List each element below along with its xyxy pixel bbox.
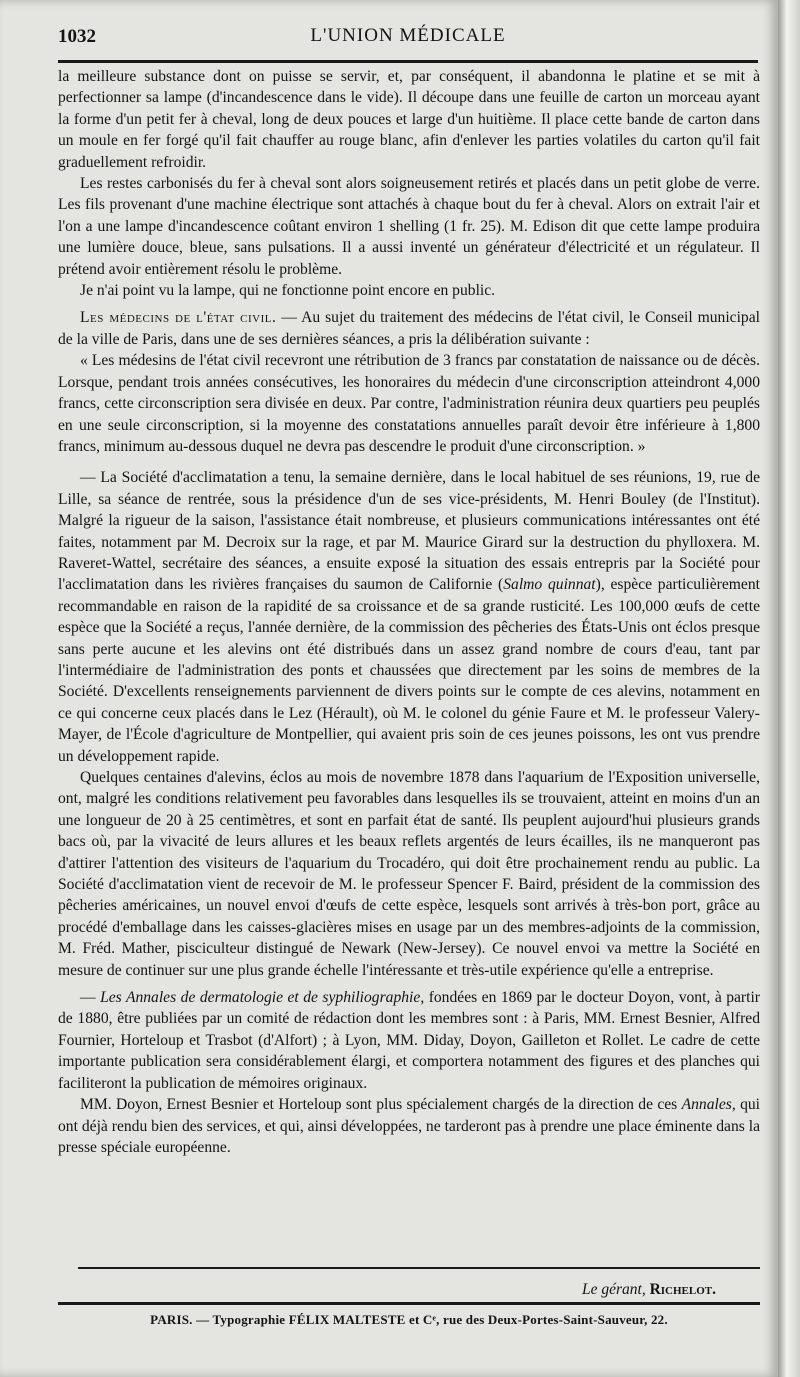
header-rule [58, 60, 758, 63]
page-header [58, 22, 758, 52]
text-run: Je n'ai point vu la lampe, qui ne fonctionne point encore en public. [80, 282, 496, 300]
text-run: — [80, 989, 101, 1007]
text-run: , qui ont déjà rendu bien des services, et qui, ainsi développées, ne tarderont pas à prendre une place éminente dans la presse spéciale européenne. [58, 1096, 760, 1156]
text-run: Les restes carbonisés du fer à cheval sont alors soigneusement retirés et placés dans un petit globe de verre. Les fils provenant d'une machine électrique sont attachés à chaque bout du fer à cheval. Alors on extrait l'air et l'on a une lampe d'incandescence coûtant environ 1 shelling (1 fr. 25). M. Edison dit que cette lampe produira une lumière douce, bleue, sans pulsations. Il a aussi inventé un générateur d'électricité et un régulateur. Il prétend avoir entièrement résolu le problème. [58, 175, 760, 278]
paragraph-annales-dermatologie [58, 987, 760, 1094]
paragraph-edison [58, 173, 760, 280]
page-number: 1032 [58, 26, 96, 47]
signature [58, 1281, 716, 1299]
paragraph-lampe-public [58, 280, 760, 301]
paragraph-lampe-incandescence [58, 66, 760, 173]
paragraph-societe-acclimatation [58, 467, 760, 767]
signature-role: Le gérant, [581, 1281, 646, 1298]
paragraph-medecins-etat-civil [58, 307, 760, 350]
signature-rule [78, 1267, 760, 1269]
text-run: Annales [681, 1096, 732, 1114]
paragraph-deliberation [58, 350, 760, 457]
text-run: « Les médesins de l'état civil recevront une rétribution de 3 francs par constatation de naissance ou de décès. Lorsque, pendant trois années consécutives, les honoraires du médecin d'une circonscription atteindront 4,000 francs, cette circonscription sera divisée en deux. Par contre, l'administration réunira deux quartiers peu peuplés en une seule circonscription, si la moyenne des constatations annuelles paraît devoir être inférieure à 1,800 francs, minimum au-dessous duquel ne devra pas descendre le produit d'une circonscription. » [58, 352, 760, 455]
paragraph-direction-annales [58, 1094, 760, 1158]
footer-rule [58, 1302, 760, 1305]
paragraph-alevins [58, 767, 760, 981]
text-run: Les Annales de dermatologie et de syphiliographie [100, 989, 421, 1007]
page-edge [778, 0, 800, 1377]
article-body [58, 66, 760, 1158]
text-run: — Au sujet du traitement des médecins de l'état civil, le Conseil municipal de la ville de Paris, dans une de ses dernières séances, a pris la délibération suivante : [58, 309, 760, 348]
text-run: Les médecins de l'état civil. [80, 309, 277, 327]
text-run: — La Société d'acclimatation a tenu, la semaine dernière, dans le local habituel de ses réunions, 19, rue de Lille, sa séance de rentrée, sous la présidence d'un de ses vice-présidents, M. Henri Bouley (de l'Institut). Malgré la rigueur de la saison, l'assistance était nombreuse, et plusieurs communications intéressantes ont été faites, notamment par M. Decroix sur la rage, et par M. Maurice Girard sur la destruction du phylloxera. M. Raveret-Wattel, secrétaire des séances, a ensuite exposé la situation des essais entrepris par la Société pour l'acclimatation dans les rivières françaises du saumon de Californie ( [58, 469, 760, 594]
text-run: Quelques centaines d'alevins, éclos au mois de novembre 1878 dans l'aquarium de l'Exposition universelle, ont, malgré les conditions relativement peu favorables dans lesquelles ils se trouvaient, atteint en moins d'un an une longueur de 20 à 25 centimètres, et sont en parfait état de santé. Ils peuplent aujourd'hui plusieurs grands bacs où, par la vivacité de leurs allures et les beaux reflets argentés de leurs écailles, ils ne manqueront pas d'attirer l'attention des visiteurs de l'aquarium du Trocadéro, qui doit être prochainement rendu au public. La Société d'acclimatation vient de recevoir de M. le professeur Spencer F. Baird, président de la commission des pêcheries américaines, un nouvel envoi d'œufs de cette espèce, lesquels sont arrivés à très-bon port, grâce au procédé d'emballage dans les caisses-glacières mises en usage par un des membres-adjoints de la commission, M. Fréd. Mather, pisciculteur distingué de Newark (New-Jersey). Ce nouvel envoi va mettre la Société en mesure de continuer sur une plus grande échelle l'intéressante et très-utile expérience qu'elle a entreprise. [58, 769, 760, 979]
running-title: L'UNION MÉDICALE [310, 25, 506, 46]
text-run: MM. Doyon, Ernest Besnier et Horteloup sont plus spécialement chargés de la direction de ces [80, 1096, 682, 1114]
printer-imprint: PARIS. — Typographie FÉLIX MALTESTE et Cᵉ, rue des Deux-Portes-Saint-Sauveur, 22. [150, 1312, 668, 1327]
text-run: ), espèce particulièrement recommandable en raison de la rapidité de sa croissance et de sa grande rusticité. Les 100,000 œufs de cette espèce que la Société a reçus, l'année dernière, de la commission des pêcheries des États-Unis ont éclos presque sans perte aucune et les alevins ont été distribués dans un assez grand nombre de cours d'eau, tant par l'intermédiaire de l'administration des ponts et chaussées que directement par les soins de membres de la Société. D'excellents renseignements parviennent de divers points sur le compte de ces alevins, notamment en ce qui concerne ceux placés dans le Lez (Hérault), où M. le colonel du génie Faure et M. le professeur Valery-Mayer, de l'École d'agriculture de Montpellier, qui avaient pris soin de ces jeunes poissons, les ont vus prendre un développement rapide. [58, 576, 760, 765]
signature-name: Richelot. [649, 1281, 716, 1298]
text-run: , fondées en 1869 par le docteur Doyon, vont, à partir de 1880, être publiées par un comité de rédaction dont les membres sont : à Paris, MM. Ernest Besnier, Alfred Fournier, Horteloup et Trasbot (d'Alfort) ; à Lyon, MM. Diday, Doyon, Gailleton et Rollet. Le cadre de cette importante publication sera considérablement élargi, et comportera notamment des figures et des planches qui faciliteront la publication de mémoires originaux. [58, 989, 760, 1092]
text-run: Salmo quinnat [503, 576, 596, 594]
text-run: la meilleure substance dont on puisse se servir, et, par conséquent, il abandonna le platine et se mit à perfectionner sa lampe (d'incandescence dans le vide). Il découpe dans une feuille de carton un morceau ayant la forme d'un petit fer à cheval, long de deux pouces et large d'un huitième. Il place cette bande de carton dans un moule en fer forgé qu'il fait chauffer au rouge blanc, afin d'enlever les parties volatiles du carton qu'il fait graduellement refroidir. [58, 68, 760, 171]
